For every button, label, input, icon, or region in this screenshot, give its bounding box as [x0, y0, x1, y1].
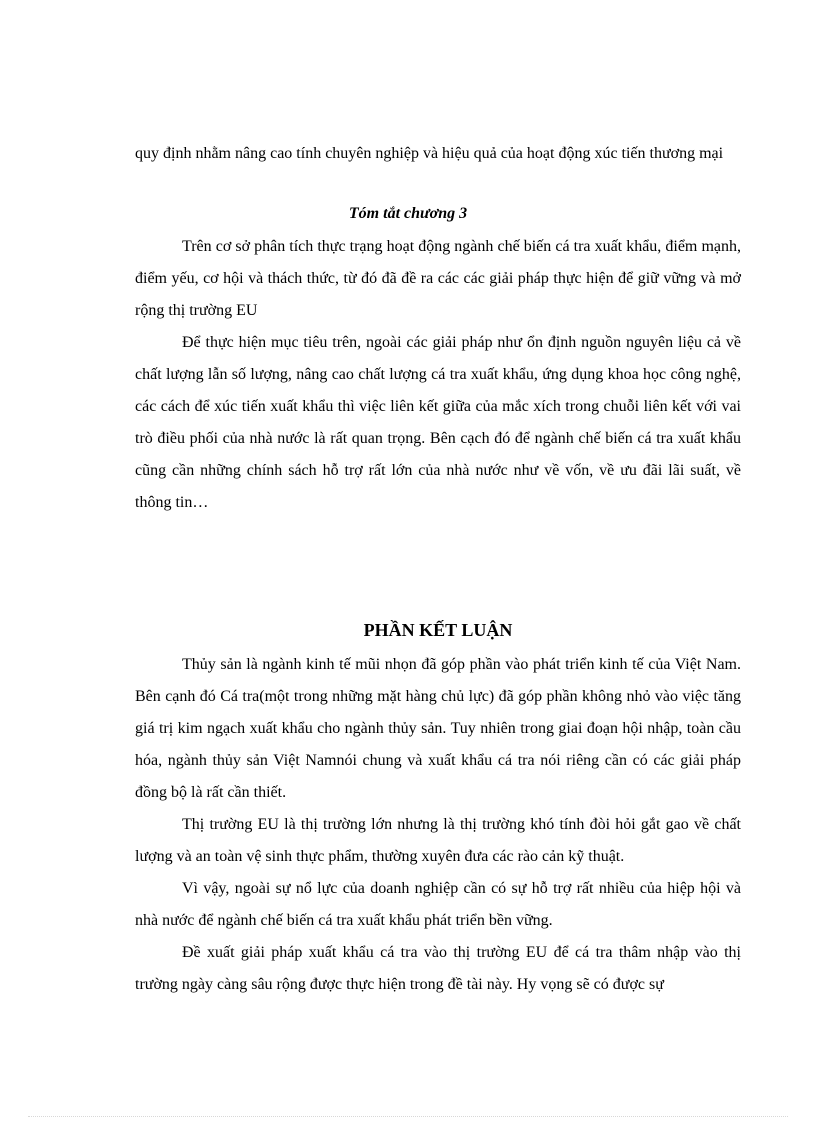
conclusion-paragraph-2: Thị trường EU là thị trường lớn nhưng là thị trường khó tính đòi hỏi gắt gao về chất lượng và an toàn vệ sinh thực phẩm, thường xuyên đưa các rào cản kỹ thuật.	[135, 816, 741, 865]
page-bottom-divider	[28, 1116, 788, 1117]
continued-paragraph: quy định nhằm nâng cao tính chuyên nghiệp và hiệu quả của hoạt động xúc tiến thương mại	[135, 145, 724, 162]
conclusion-heading: PHẦN KẾT LUẬN	[363, 620, 513, 640]
chapter-summary-heading: Tóm tắt chương 3	[348, 205, 468, 222]
summary-paragraph-1: Trên cơ sở phân tích thực trạng hoạt động ngành chế biến cá tra xuất khẩu, điểm mạnh, điểm yếu, cơ hội và thách thức, từ đó đã đề ra các các giải pháp thực hiện để giữ vững và mở rộng thị trường EU	[135, 238, 741, 319]
conclusion-paragraph-4: Đề xuất giải pháp xuất khẩu cá tra vào thị trường EU để cá tra thâm nhập vào thị trường ngày càng sâu rộng được thực hiện trong đề tài này. Hy vọng sẽ có được sự	[135, 944, 741, 993]
summary-paragraph-2: Để thực hiện mục tiêu trên, ngoài các giải pháp như ổn định nguồn nguyên liệu cả về chất lượng lẫn số lượng, nâng cao chất lượng cá tra xuất khẩu, ứng dụng khoa học công nghệ, các cách để xúc tiến xuất khẩu thì việc liên kết giữa của mắc xích trong chuỗi liên kết với vai trò điều phối của nhà nước là rất quan trọng. Bên cạch đó để ngành chế biến cá tra xuất khẩu cũng cần những chính sách hỗ trợ rất lớn của nhà nước như về vốn, về ưu đãi lãi suất, về thông tin…	[135, 334, 741, 511]
conclusion-paragraph-3: Vì vậy, ngoài sự nổ lực của doanh nghiệp cần có sự hỗ trợ rất nhiều của hiệp hội và nhà nước để ngành chế biến cá tra xuất khẩu phát triển bền vững.	[135, 880, 741, 929]
conclusion-paragraph-1: Thủy sản là ngành kinh tế mũi nhọn đã góp phần vào phát triển kinh tế của Việt Nam. Bên cạnh đó Cá tra(một trong những mặt hàng chủ lực) đã góp phần không nhỏ vào việc tăng giá trị kim ngạch xuất khẩu cho ngành thủy sản. Tuy nhiên trong giai đoạn hội nhập, toàn cầu hóa, ngành thủy sản Việt Namnói chung và xuất khẩu cá tra nói riêng cần có các giải pháp đồng bộ là rất cần thiết.	[135, 656, 741, 801]
